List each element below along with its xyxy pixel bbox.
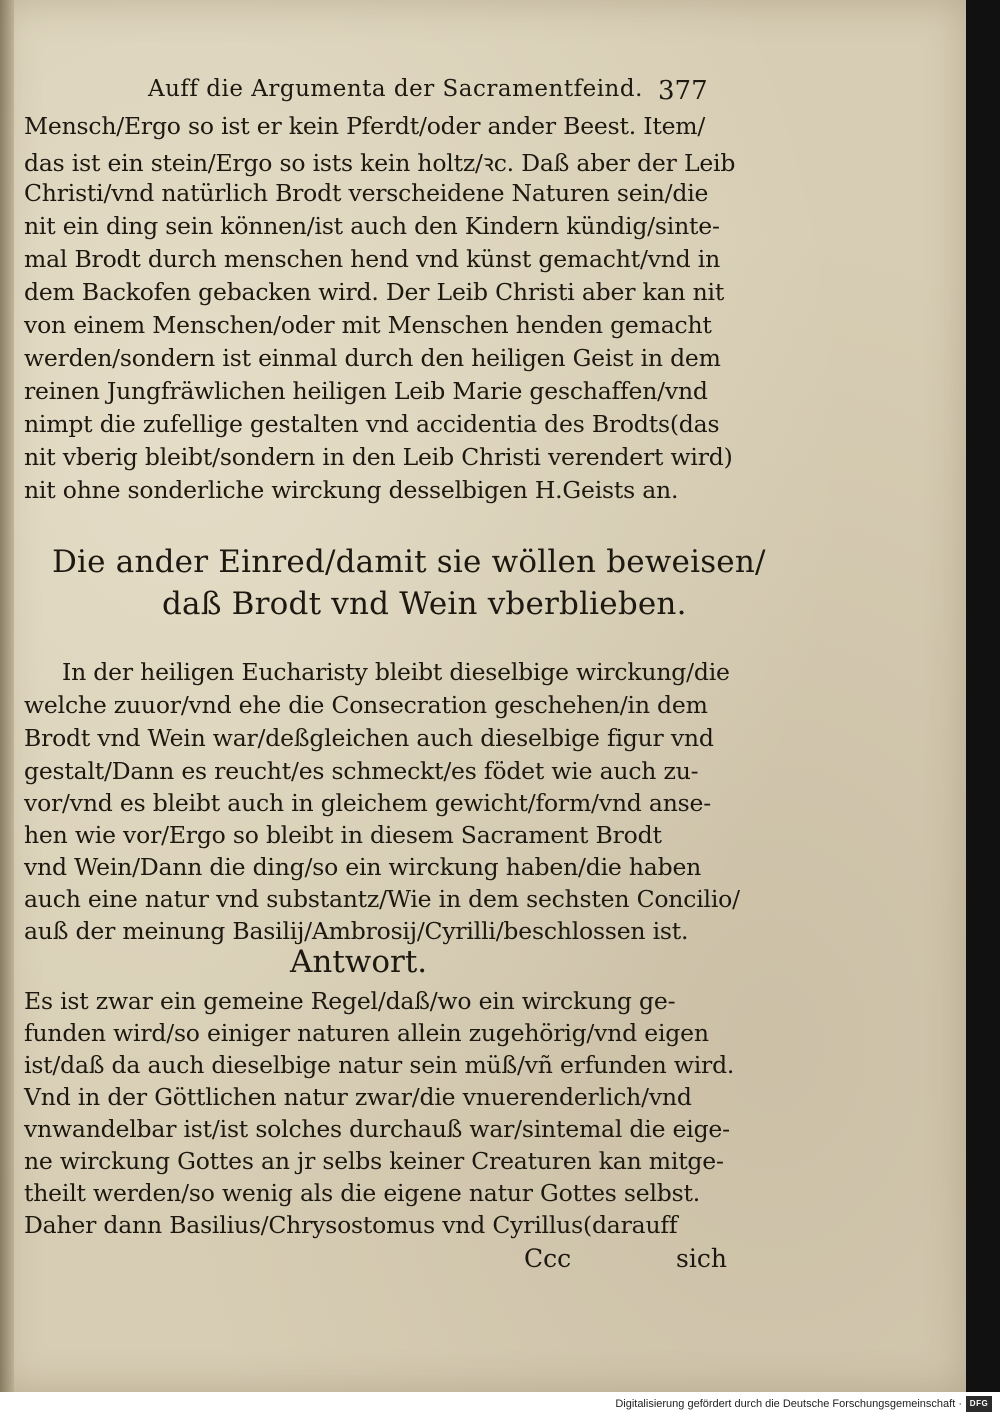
text-line: auch eine natur vnd substantz/Wie in dem sechsten Concilio/: [24, 885, 740, 913]
text-line: theilt werden/so wenig als die eigene natur Gottes selbst.: [24, 1179, 701, 1207]
text-line: Es ist zwar ein gemeine Regel/daß/wo ein wirckung ge-: [24, 987, 676, 1015]
text-line: ne wirckung Gottes an jr selbs keiner Creaturen kan mitge-: [24, 1147, 724, 1175]
text-line: mal Brodt durch menschen hend vnd künst gemacht/vnd in: [24, 245, 721, 273]
signature-mark: Ccc: [524, 1244, 572, 1273]
text-line: nit ohne sonderliche wirckung desselbigen H.Geists an.: [24, 476, 679, 504]
text-line: vnwandelbar ist/ist solches durchauß war/sintemal die eige-: [24, 1115, 730, 1143]
text-line: gestalt/Dann es reucht/es schmeckt/es födet wie auch zu-: [24, 757, 699, 785]
answer-heading: Antwort.: [290, 944, 428, 980]
text-line: reinen Jungfräwlichen heiligen Leib Marie geschaffen/vnd: [24, 377, 708, 405]
text-line: von einem Menschen/oder mit Menschen henden gemacht: [24, 311, 712, 339]
text-line: auß der meinung Basilij/Ambrosij/Cyrilli/beschlossen ist.: [24, 917, 689, 945]
text-line: nit ein ding sein können/ist auch den Kindern kündig/sinte-: [24, 212, 720, 240]
text-line: Daher dann Basilius/Chrysostomus vnd Cyrillus(darauff: [24, 1211, 678, 1239]
text-line: funden wird/so einiger naturen allein zugehörig/vnd eigen: [24, 1019, 709, 1047]
page-gutter-shadow: [0, 0, 14, 1392]
text-line: Mensch/Ergo so ist er kein Pferdt/oder ander Beest. Item/: [24, 112, 706, 140]
text-line: vor/vnd es bleibt auch in gleichem gewicht/form/vnd anse-: [24, 789, 711, 817]
footer-credit: Digitalisierung gefördert durch die Deutsche Forschungsgemeinschaft ·: [615, 1398, 962, 1410]
text-line: nimpt die zufellige gestalten vnd accidentia des Brodts(das: [24, 410, 720, 438]
page-number: 377: [658, 76, 708, 106]
text-line: Christi/vnd natürlich Brodt verscheidene Naturen sein/die: [24, 179, 709, 207]
text-line: Brodt vnd Wein war/deßgleichen auch dieselbige figur vnd: [24, 724, 714, 752]
scan-border: [966, 0, 1000, 1392]
catchword: sich: [676, 1244, 727, 1273]
dfg-logo-icon: DFG: [966, 1396, 992, 1412]
text-line: ist/daß da auch dieselbige natur sein müß/vñ erfunden wird.: [24, 1051, 735, 1079]
text-line: nit vberig bleibt/sondern in den Leib Christi verendert wird): [24, 443, 733, 471]
running-head: Auff die Argumenta der Sacramentfeind.: [148, 76, 643, 102]
text-line: Vnd in der Göttlichen natur zwar/die vnuerenderlich/vnd: [24, 1083, 692, 1111]
footer-bar: [0, 1392, 1000, 1419]
text-line: hen wie vor/Ergo so bleibt in diesem Sacrament Brodt: [24, 821, 662, 849]
text-line: vnd Wein/Dann die ding/so ein wirckung haben/die haben: [24, 853, 702, 881]
text-line: welche zuuor/vnd ehe die Consecration geschehen/in dem: [24, 691, 708, 719]
text-line: dem Backofen gebacken wird. Der Leib Christi aber kan nit: [24, 278, 725, 306]
text-line: In der heiligen Eucharisty bleibt dieselbige wirckung/die: [62, 658, 730, 686]
section-heading-line: Die ander Einred/damit sie wöllen beweisen/: [52, 544, 766, 580]
text-line: das ist ein stein/Ergo so ists kein holtz/ꝛc. Daß aber der Leib: [24, 149, 736, 177]
text-line: werden/sondern ist einmal durch den heiligen Geist in dem: [24, 344, 721, 372]
section-heading-line: daß Brodt vnd Wein vberblieben.: [162, 586, 687, 622]
